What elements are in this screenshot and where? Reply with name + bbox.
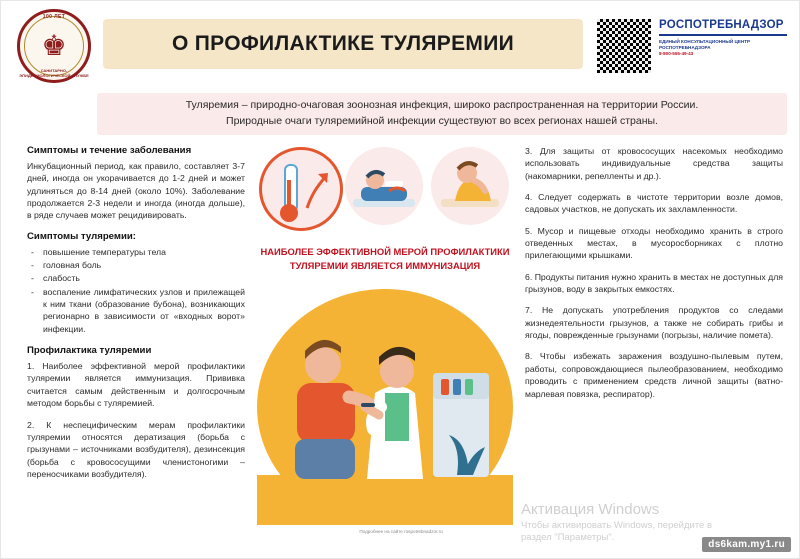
slogan-text	[259, 245, 511, 272]
rpn-subtitle-1: ЕДИНЫЙ КОНСУЛЬТАЦИОННЫЙ ЦЕНТР	[659, 39, 751, 44]
qr-code-icon[interactable]	[595, 17, 653, 75]
double-headed-eagle-icon: ♚	[41, 30, 67, 61]
poster-header	[1, 1, 800, 87]
emblem-top-label: 100 ЛЕТ	[42, 14, 66, 20]
person-coughing-icon	[431, 147, 509, 225]
left-column	[27, 145, 245, 489]
page-title: О ПРОФИЛАКТИКЕ ТУЛЯРЕМИИ	[172, 32, 514, 55]
prevention-item-1: 1. Наиболее эффективной мерой профилактики туляремии является иммунизация. Прививка считается самым действенным и долгосрочным методом борьбы с туляремией.	[27, 361, 245, 409]
prevention-item-3: 3. Для защиты от кровососущих насекомых необходимо использовать индивидуальные средства защиты (накомарники, репелленты и др.).	[525, 146, 783, 181]
prevention-item-4: 4. Следует содержать в чистоте территории возле домов, садовых участков, не допускать их захламленности.	[525, 192, 783, 215]
dash-icon: -	[31, 260, 34, 271]
rpn-title: РОСПОТРЕБНАДЗОР	[659, 19, 784, 31]
prevention-item-7: 7. Не допускать употребления продуктов со следами жизнедеятельности грызунов, а также не собирать грибы и ягоды, поврежденные грызунами (погрызы, наличие помета).	[525, 305, 783, 341]
lead-line-2: Природные очаги туляремийной инфекции существуют во всех регионах нашей страны.	[226, 115, 658, 127]
dash-icon: -	[31, 286, 34, 297]
list-item	[27, 272, 245, 284]
activation-subtitle: Чтобы активировать Windows, перейдите в раздел "Параметры".	[521, 520, 713, 544]
windows-activation-notice	[521, 501, 721, 545]
person-with-fever-icon	[345, 147, 423, 225]
slogan-line-1: НАИБОЛЕЕ ЭФФЕКТИВНОЙ МЕРОЙ ПРОФИЛАКТИКИ	[260, 246, 510, 257]
rpn-hotline-phone: 8-800-555-49-43	[659, 51, 694, 57]
footer-credit: Подробнее на сайте rospotrebnadzor.ru	[359, 529, 443, 534]
lead-line-1: Туляремия – природно-очаговая зоонозная инфекция, широко распространенная на территории России.	[185, 99, 699, 112]
prevention-item-2: 2. К неспецифическим мерам профилактики туляремии относятся дератизация (борьба с грызунами – источниками возбудителя), дезинсекция (борьба с кровососущими членистоногими – переносчиками возбудителя).	[27, 419, 245, 479]
top-illustration-row	[253, 141, 517, 233]
emblem-bottom-label: САНИТАРНО-ЭПИДЕМИОЛОГИЧЕСКОЙ СЛУЖБЕ	[19, 68, 89, 78]
signs-list	[27, 246, 245, 335]
rpn-divider	[659, 34, 787, 36]
right-column	[525, 145, 783, 409]
activation-title: Активация Windows	[521, 501, 660, 518]
dash-icon: -	[31, 246, 34, 257]
arrow-up-icon	[304, 168, 330, 212]
rpn-subtitle-2: РОСПОТРЕБНАДЗОРА	[659, 45, 711, 51]
thermometer-bulb	[280, 204, 298, 222]
prevention-item-8: 8. Чтобы избежать заражения воздушно-пылевым путем, работы, сопровождающиеся пылеобразованием, необходимо проводить с применением средств личной защиты (ватно-марлевая повязка, респиратор).	[525, 351, 783, 399]
symptoms-heading: Симптомы и течение заболевания	[27, 145, 192, 156]
slogan-line-2: ТУЛЯРЕМИИ ЯВЛЯЕТСЯ ИММУНИЗАЦИЯ	[289, 259, 481, 271]
lead-banner	[97, 93, 787, 135]
list-item	[27, 246, 245, 258]
prevention-item-6: 6. Продукты питания нужно хранить в местах не доступных для грызунов, воду в закрытых емкостях.	[525, 271, 783, 295]
list-item-label: слабость	[43, 273, 80, 284]
dash-icon: -	[31, 273, 34, 284]
title-banner	[103, 19, 583, 69]
symptoms-text: Инкубационный период, как правило, составляет 3-7 дней, иногда он укорачивается до 1-2 дней и может удлиняться до 8-14 дней (около 10%). Заболевание продолжается 2-3 недели и иногда (иногда дольше), в ряде случаев может рецидивировать.	[27, 161, 245, 221]
anniversary-emblem	[17, 9, 91, 83]
prevention-item-5: 5. Мусор и пищевые отходы необходимо хранить в строго отведенных местах, в мусоросборниках с плотно прилегающими крышками.	[525, 225, 783, 261]
signs-heading: Симптомы туляремии:	[27, 230, 136, 242]
list-item-label: головная боль	[43, 260, 102, 271]
list-item	[27, 259, 245, 271]
list-item-label: воспаление лимфатических узлов и прилежащей к ним ткани (образование бубона), возникающих регионарно в зависимости от «входных ворот» инфекции.	[43, 286, 245, 334]
rospotrebnadzor-logo	[659, 19, 787, 58]
site-watermark: ds6kam.my1.ru	[702, 537, 791, 552]
prevention-heading: Профилактика туляремии	[27, 345, 152, 357]
list-item	[27, 286, 245, 335]
center-column	[253, 141, 517, 539]
thermometer-illustration	[259, 147, 343, 231]
vaccination-illustration	[257, 289, 513, 525]
list-item-label: повышение температуры тела	[43, 246, 166, 257]
